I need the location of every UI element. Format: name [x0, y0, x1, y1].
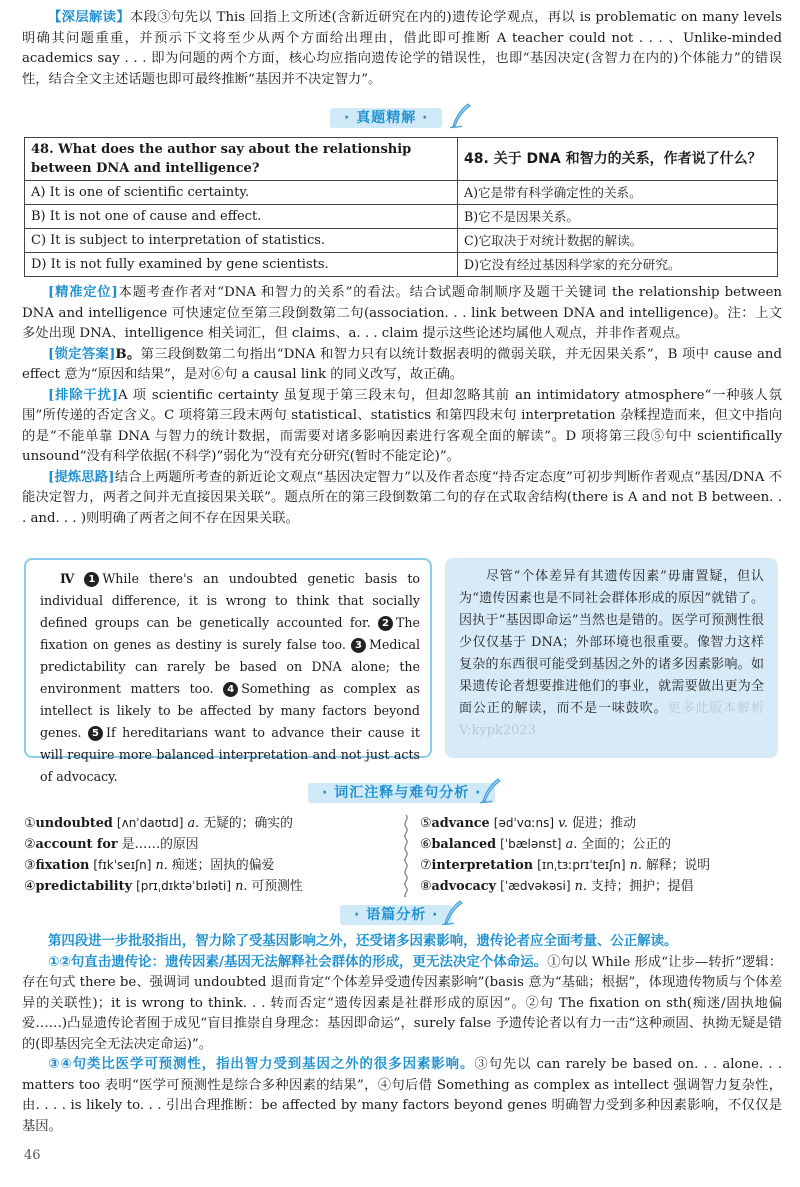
question-title-cn: 48. 关于 DNA 和智力的关系，作者说了什么？	[458, 138, 778, 181]
quill-pen-icon	[478, 777, 502, 805]
sentence-number: 4	[223, 682, 238, 697]
discourse-point-1-head: ①②句直击遗传论：遗传因素/基因无法解释社会群体的形成，更无法决定个体命运。	[48, 954, 548, 970]
analysis-idea-text: 结合上两题所考查的新近论文观点“基因决定智力”以及作者态度“持否定态度”可初步判断作者观点“基因/DNA 不能决定智力，两者之间并无直接因果关联”。题点所在的第三段倒数第二句的存在式取舍结构(there is A and not B between. . . and. . . )则明确了两者之间不存在因果关联。	[22, 469, 783, 526]
discourse-point-2-head: ③④句类比医学可预测性，指出智力受到基因之外的很多因素影响。	[48, 1057, 475, 1072]
passage-english-box	[24, 558, 432, 784]
vocab-item: ③fixation [fɪkˈseɪʃn] n. 痴迷；固执的偏爱	[24, 858, 275, 873]
sentence-1: While there's an undoubted genetic basis to individual difference, it is wrong to think that socially defined groups can be genetically accounted for.	[40, 571, 420, 630]
discourse-point-2-body: ③句先以 can rarely be based on. . . alone. . . matters too 表明“医学可预测性是综合多种因素的结果”，④句后借 Something as complex as intellect 强调智力复杂性，由. . . . is likely to. . . 引出合理推断：be affected by many factors beyond genes 明确智力受到多种因素影响，不仅仅是基因。	[22, 1057, 782, 1134]
quill-pen-icon	[440, 899, 464, 927]
vocab-list-right	[420, 813, 780, 897]
passage-translation-box	[445, 558, 778, 758]
discourse-point-1	[22, 953, 782, 1056]
section-title: · 词汇注释与难句分析 ·	[308, 783, 495, 803]
discourse-summary: 第四段进一步批驳指出，智力除了受基因影响之外，还受诸多因素影响，遗传论者应全面考量、公正解读。	[48, 934, 678, 949]
option-d-en: D) It is not fully examined by gene scientists.	[25, 253, 458, 277]
option-row	[25, 229, 778, 253]
vocab-item: ⑤advance [ədˈvɑːns] v. 促进；推动	[420, 816, 636, 831]
analysis-answer-text: 第三段倒数第二句指出“DNA 和智力只有以统计数据表明的微弱关联，并无因果关系”，B 项中 cause and effect 意为“原因和结果”，是对⑥句 a causal link 的同义改写，故正确。	[22, 346, 782, 382]
analysis-idea-tag: [提炼思路]	[48, 469, 115, 485]
option-b-cn: B)它不是因果关系。	[458, 205, 778, 229]
vocab-item: ④predictability [prɪˌdɪktəˈbɪləti] n. 可预测性	[24, 879, 303, 894]
sentence-number: 3	[351, 638, 366, 653]
question-title-en: 48. What does the author say about the relationship between DNA and intelligence?	[25, 138, 458, 181]
sentence-number: 5	[88, 726, 103, 741]
analysis-exclude-tag: [排除干扰]	[48, 387, 119, 403]
option-d-cn: D)它没有经过基因科学家的充分研究。	[458, 253, 778, 277]
deep-analysis-tag: 【深层解读】	[48, 10, 130, 25]
analysis-exclude	[22, 386, 782, 468]
discourse-analysis	[22, 932, 782, 1137]
vocab-item: ①undoubted [ʌnˈdaʊtɪd] a. 无疑的；确实的	[24, 816, 293, 831]
discourse-point-2	[22, 1055, 782, 1137]
option-a-cn: A)它是带有科学确定性的关系。	[458, 181, 778, 205]
option-row	[25, 205, 778, 229]
section-header-vocab	[0, 781, 800, 807]
question-header-row	[25, 138, 778, 181]
page-number: 46	[24, 1148, 41, 1163]
binder-spiral-divider	[400, 813, 412, 897]
watermark-text: 更多此版本解析 V:kypk2023	[459, 701, 764, 738]
option-row	[25, 253, 778, 277]
option-b-en: B) It is not one of cause and effect.	[25, 205, 458, 229]
question-table	[24, 137, 778, 277]
sentence-3: Medical predictability can rarely be based on DNA alone; the environment matters too.	[40, 637, 420, 696]
section-title: · 真题精解 ·	[330, 108, 442, 128]
analysis-exclude-text: A 项 scientific certainty 虽复现于第三段末句，但却忽略其前 an intimidatory atmosphere“一种骇人氛围”所传递的否定含义。C 项将第三段末两句 statistical、statistics 和第四段末句 interpretation 杂糅捏造而来，但文中指向的是“不能单靠 DNA 与智力的统计数据，而需要对诸多影响因素进行客观全面的解读”。D 项将第三段⑤句中 scientifically unsound“没有科学依据(不科学)”弱化为“没有充分研究(暂时不能定论)”。	[22, 387, 782, 464]
section-header-exam-analysis	[0, 106, 800, 132]
option-a-en: A) It is one of scientific certainty.	[25, 181, 458, 205]
sentence-number: 1	[84, 572, 99, 587]
deep-analysis-text: 本段③句先以 This 回指上文所述(含新近研究在内的)遗传论学观点，再以 is problematic on many levels 明确其问题重重，并预示下文将至少从两个方面给出理由，借此即可推断 A teacher could not . . . 、Unlike-minded academics say . . . 即为问题的两个方面，核心均应指向遗传论学的错误性，也即“基因决定(含智力在内的)个体能力”的错误性，结合全文主述话题也即可最终推断“基因并不决定智力”。	[22, 10, 782, 87]
sentence-number: 2	[378, 616, 393, 631]
analysis-locate	[22, 283, 782, 345]
vocab-item: ⑥balanced [ˈbælənst] a. 全面的；公正的	[420, 837, 671, 852]
analysis-idea	[22, 468, 782, 530]
analysis-locate-tag: [精准定位]	[48, 285, 118, 300]
analysis-locate-text: 本题考查作者对“DNA 和智力的关系”的看法。结合试题命制顺序及题干关键词 the relationship between DNA and intelligence 可快速定位至第三段倒数第二句(association. . . link between DNA and intelligence)。注：上文多处出现 DNA、intelligence 相关词汇，但 claims、a. . . claim 提示这些论述均属他人观点，并非作者观点。	[22, 285, 782, 341]
analysis-answer-tag: [锁定答案]	[48, 346, 116, 362]
section-title: · 语篇分析 ·	[340, 905, 452, 925]
sentence-2: The fixation on genes as destiny is surely false too.	[40, 615, 420, 652]
discourse-point-1-body: ①句以 While 形成“让步—转折”逻辑：存在句式 there be、强调词 undoubted 退而肯定“个体差异受遗传因素影响”(basis 意为“基础；根据”，体现遗传物质与个体差异的关联性)；it is wrong to think. . . 转而否定“遗传因素是社群形成的原因”。②句 The fixation on sth(痴迷/固执地偏爱……)凸显遗传论者囿于成见“盲目推崇自身理念：基因即命运”，surely false 予遗传论者以有力一击“这种顽固、执拗无疑是错的(即基因完全无法决定命运)”。	[22, 954, 782, 1052]
option-row	[25, 181, 778, 205]
quill-pen-icon	[448, 102, 472, 130]
deep-analysis-paragraph	[22, 8, 782, 90]
vocab-item: ⑧advocacy [ˈædvəkəsi] n. 支持；拥护；提倡	[420, 879, 694, 894]
sentence-5: If hereditarians want to advance their cause it will require more balanced interpretation and not just acts of advocacy.	[40, 725, 420, 784]
vocab-list-left	[24, 813, 394, 897]
section-header-discourse	[0, 903, 800, 929]
sentence-4: Something as complex as intellect is likely to be affected by many factors beyond genes.	[40, 681, 420, 740]
translation-text: 尽管“个体差异有其遗传因素”毋庸置疑，但认为“遗传因素也是不同社会群体形成的原因”就错了。因执于“基因即命运”当然也是错的。医学可预测性很少仅仅基于 DNA；外部环境也很重要。像智力这样复杂的东西很可能受到基因之外的诸多因素影响。如果遗传论者想要推进他们的事业，就需要做出更为全面公正的解读，而不是一味鼓吹。	[459, 569, 764, 716]
vocab-item: ⑦interpretation [ɪnˌtɜːprɪˈteɪʃn] n. 解释；说明	[420, 858, 710, 873]
analysis-block	[22, 283, 782, 529]
answer-letter: B。	[115, 346, 141, 362]
option-c-en: C) It is subject to interpretation of statistics.	[25, 229, 458, 253]
analysis-answer	[22, 345, 782, 386]
vocab-item: ②account for 是……的原因	[24, 837, 199, 852]
paragraph-mark: Ⅳ	[60, 571, 81, 586]
option-c-cn: C)它取决于对统计数据的解读。	[458, 229, 778, 253]
